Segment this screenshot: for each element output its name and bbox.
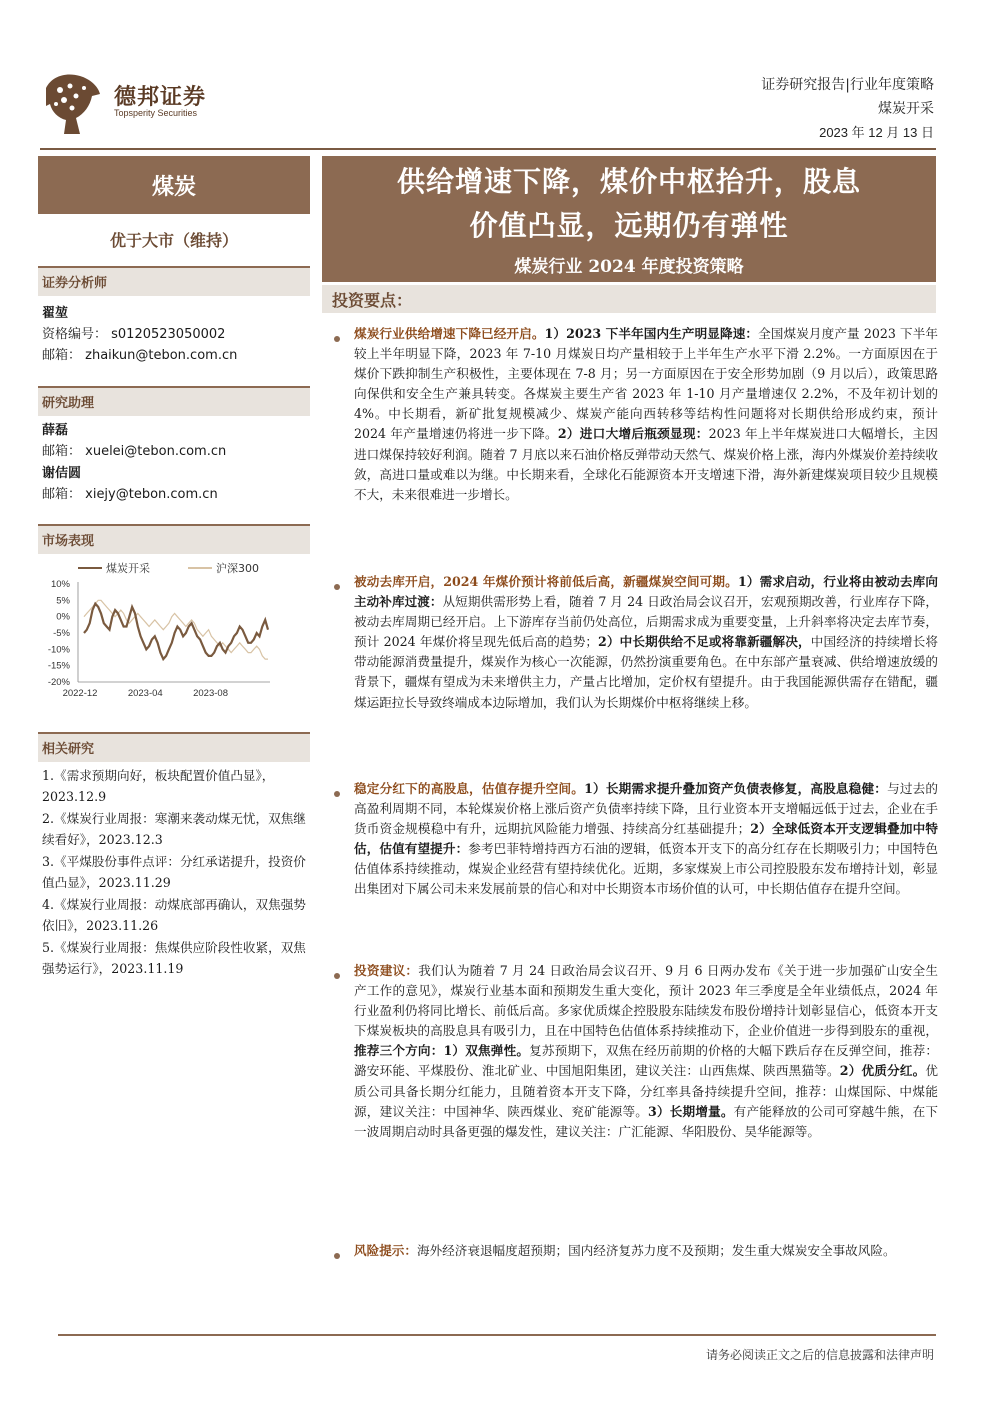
- bullet-subhead: 1）2023 下半年国内生产明显降速：: [544, 326, 759, 341]
- legend-label: 煤炭开采: [106, 562, 150, 575]
- analyst-email[interactable]: 邮箱： zhaikun@tebon.com.cn: [42, 348, 238, 363]
- bullet-heading: 煤炭行业供给增速下降已经开启。: [354, 326, 545, 341]
- footer-disclaimer: 请务必阅读正文之后的信息披露和法律声明: [705, 1348, 934, 1362]
- bullet-text: 参考巴菲特增持西方石油的逻辑，低资本开支下的高分红存在长期吸引力；中国特色估值体系持续推动，煤炭企业经营有望持续优化。近期，多家煤炭上市公司控股股东发布增持计划，彰显出集团对下属公司未来发展前景的信心和对中长期资本市场价值的认可，中长期估值存在提升空间。: [354, 841, 939, 897]
- bullet-text: 海外经济衰退幅度超预期；国内经济复苏力度不及预期；发生重大煤炭安全事故风险。: [416, 1243, 896, 1258]
- bullet-text: 复苏预期下，双焦在经历前期的价格的大幅下跌后存在反弹空间，推荐：潞安环能、平煤股份、淮北矿业、中国旭阳集团，建议关注：山西焦煤、陕西黑猫等。: [354, 1043, 939, 1079]
- analyst-head-label: 证券分析师: [42, 276, 108, 291]
- bullet-subhead: 2）进口大增后瓶颈显现：: [557, 426, 709, 442]
- y-tick-label: -15%: [47, 660, 70, 672]
- y-tick-label: 5%: [56, 595, 70, 607]
- x-tick-label: 2022-12: [62, 688, 98, 699]
- chart-axes: [48, 579, 270, 699]
- report-subtitle: 煤炭行业 2024 年度投资策略: [514, 257, 744, 277]
- key-points-head: [322, 285, 936, 313]
- bullet-heading: 被动去库开启，2024 年煤价预计将前低后高，新疆煤炭空间可期。: [354, 574, 738, 589]
- market-head-label: 市场表现: [42, 534, 95, 549]
- bullet-subhead: 2）优质分红。: [839, 1063, 926, 1079]
- bullet-subhead: 1）需求启动，行业将由被动去库向主动补库过渡：: [354, 574, 938, 610]
- market-performance-chart: [38, 556, 310, 706]
- bullet-text: 我们认为随着 7 月 24 日政治局会议召开、9 月 6 日两办发布《关于进一步加强矿山安全生产工作的意见》，煤炭行业基本面和预期发生重大变化，预计 2023 年三季度是全年业绩低点，2024 年行业盈利仍将同比增长、前低后高。多家优质煤企控股股东陆续发布股份增持计划彰显信心，低资本开支下煤炭板块的高股息具有吸引力，且在中国特色估值体系持续推动下，企业价值进一步得到股东的重视，: [354, 963, 938, 1039]
- analyst-section-head: [38, 266, 310, 296]
- x-tick-label: 2023-08: [193, 688, 228, 699]
- bullet-subhead: 2）全球低资本开支逻辑叠加中特估，估值有望提升：: [354, 821, 939, 857]
- bullet-heading: 风险提示：: [354, 1243, 417, 1258]
- bullet-dot: [334, 584, 340, 590]
- x-tick-label: 2023-04: [127, 688, 163, 699]
- analyst-cert: 资格编号： s0120523050002: [42, 327, 226, 342]
- legend-label: 沪深300: [216, 562, 259, 575]
- report-date: 2023 年 12 月 13 日: [819, 125, 934, 140]
- chart-legend: [78, 561, 259, 575]
- related-item[interactable]: 3.《平煤股份事件点评：分红承诺提升，投资价值凸显》，2023.11.29: [42, 854, 306, 890]
- y-tick-label: -5%: [53, 628, 70, 639]
- bullet-recommendation: [354, 961, 938, 1142]
- footer-divider: [58, 1334, 936, 1336]
- related-research-list: [42, 766, 310, 979]
- assistant1-name: 薛磊: [42, 423, 69, 438]
- bullet-dot: [334, 973, 340, 979]
- market-section-head: [38, 524, 310, 554]
- sector-label: 煤炭: [151, 173, 196, 200]
- brand-name-en: Topsperity Securities: [114, 108, 198, 118]
- y-tick-label: 10%: [50, 579, 70, 590]
- related-item[interactable]: 5.《煤炭行业周报：焦煤供应阶段性收紧，双焦强势运行》，2023.11.19: [42, 940, 306, 976]
- y-tick-label: -20%: [47, 677, 70, 688]
- related-head-label: 相关研究: [42, 742, 95, 757]
- assistant2-name: 谢佶圆: [42, 466, 82, 481]
- assistant-head-label: 研究助理: [42, 396, 95, 411]
- bullet-dividend: [354, 779, 938, 900]
- sector-box: [38, 156, 310, 214]
- title-block: [322, 156, 936, 282]
- assistant2-email[interactable]: 邮箱： xiejy@tebon.com.cn: [42, 487, 218, 502]
- bullet-heading: 稳定分红下的高股息，估值存提升空间。: [354, 781, 585, 796]
- bullet-subhead: 推荐三个方向：1）双焦弹性。: [354, 1043, 530, 1059]
- key-points-label: 投资要点：: [332, 291, 413, 310]
- chart-lines: [84, 600, 268, 659]
- bullet-text: 优质公司具备长期分红能力，且随着资本开支下降，分红率具备持续提升空间，推荐：山煤国际、中煤能源，建议关注：中国神华、陕西煤业、兖矿能源等。: [354, 1063, 939, 1119]
- bullet-risk: [354, 1241, 938, 1261]
- analyst-name: 翟堃: [42, 306, 69, 321]
- y-tick-label: -10%: [47, 644, 70, 656]
- related-item[interactable]: 4.《煤炭行业周报：动煤底部再确认，双焦强势依旧》，2023.11.26: [42, 897, 306, 933]
- bullet-text: 全国煤炭月度产量 2023 下半年较上半年明显下降，2023 年 7-10 月煤炭日均产量相较于上半年生产水平下滑 2.2%。一方面原因在于煤价下跌抑制生产积极性，主要体现在 7-8 月；另一方面原因在于安全形势加剧（9 月以后），政策思路向保供和安全生产兼具转变。各煤炭主要生产省 2023 年 1-10 月产量增速仅 2.2%，不及年初计划的 4%。中长期看，新矿批复规模减少、煤炭产能向西转移等结构性问题将对长期供给形成约束，预计 2024 年产量增速仍将进一步下降。: [354, 326, 939, 442]
- related-item[interactable]: 1.《需求预期向好，板块配置价值凸显》，2023.12.9: [42, 768, 275, 804]
- rating: 优于大市（维持）: [109, 231, 238, 250]
- bullet-heading: 投资建议：: [354, 963, 419, 978]
- report-title-line1: 供给增速下降，煤价中枢抬升，股息: [396, 165, 861, 198]
- assistant-section-head: [38, 386, 310, 416]
- company-logo: [42, 70, 102, 136]
- bullet-dot: [334, 336, 340, 342]
- related-item[interactable]: 2.《煤炭行业周报：寒潮来袭动煤无忧，双焦继续看好》，2023.12.3: [42, 811, 306, 847]
- related-section-head: [38, 732, 310, 762]
- bullet-subhead: 3）长期增量。: [648, 1103, 734, 1119]
- bullet-text: 与过去的高盈利周期不同，本轮煤炭价格上涨后资产负债率持续下降，且行业资本开支增幅远低于过去，企业在手货币资金规模稳中有升，远期抗风险能力增强、持续高分红基础提升；: [354, 781, 939, 837]
- bullet-supply: [354, 324, 938, 505]
- bullet-text: 从短期供需形势上看，随着 7 月 24 日政治局会议召开，宏观预期改善，行业库存下降，被动去库周期已经开启。上下游库存当前仍处高位，后期需求成为重要变量，上升斜率将决定去库节奏，预计 2024 年煤价将呈现先低后高的趋势；: [354, 594, 938, 650]
- brand-name-cn: 德邦证券: [114, 85, 207, 110]
- report-title-line2: 价值凸显，远期仍有弹性: [469, 209, 789, 242]
- header-divider: [40, 148, 936, 150]
- bullet-dot: [334, 1253, 340, 1259]
- assistant1-email[interactable]: 邮箱： xuelei@tebon.com.cn: [42, 444, 227, 459]
- report-type: 证券研究报告|行业年度策略: [761, 77, 934, 93]
- bullet-text: 有产能释放的公司可穿越牛熊，在下一波周期启动时具备更强的爆发性，建议关注：广汇能源、华阳股份、昊华能源等。: [354, 1103, 939, 1139]
- sector-tag: 煤炭开采: [878, 101, 934, 117]
- bullet-subhead: 2）中长期供给不足或将靠新疆解决，: [598, 634, 811, 650]
- bullet-text: 中国经济的持续增长将带动能源消费量提升，煤炭作为核心一次能源，仍然扮演重要角色。在中东部产量衰减、供给增速放缓的背景下，疆煤有望成为未来增供主力，产量占比增加，定价权有望提升。由于我国能源供需存在错配，疆煤运距拉长导致终端成本边际增加，我们认为长期煤价中枢将继续上移。: [354, 634, 939, 710]
- bullet-destock: [354, 572, 938, 713]
- y-tick-label: 0%: [56, 611, 70, 623]
- bullet-subhead: 1）长期需求提升叠加资产负债表修复，高股息稳健：: [584, 781, 888, 796]
- bullet-text: 2023 年上半年煤炭进口大幅增长，主因进口煤保持较好利润。随着 7 月底以来石油价格反弹带动天然气、煤炭价格上涨，海内外煤炭价差持续收敛，高进口量或难以为继。中长期来看，全球化石能源资本开支增速下滑，海外新建煤炭项目较少且规模不大，未来很难进一步增长。: [354, 426, 938, 502]
- bullet-dot: [334, 791, 340, 797]
